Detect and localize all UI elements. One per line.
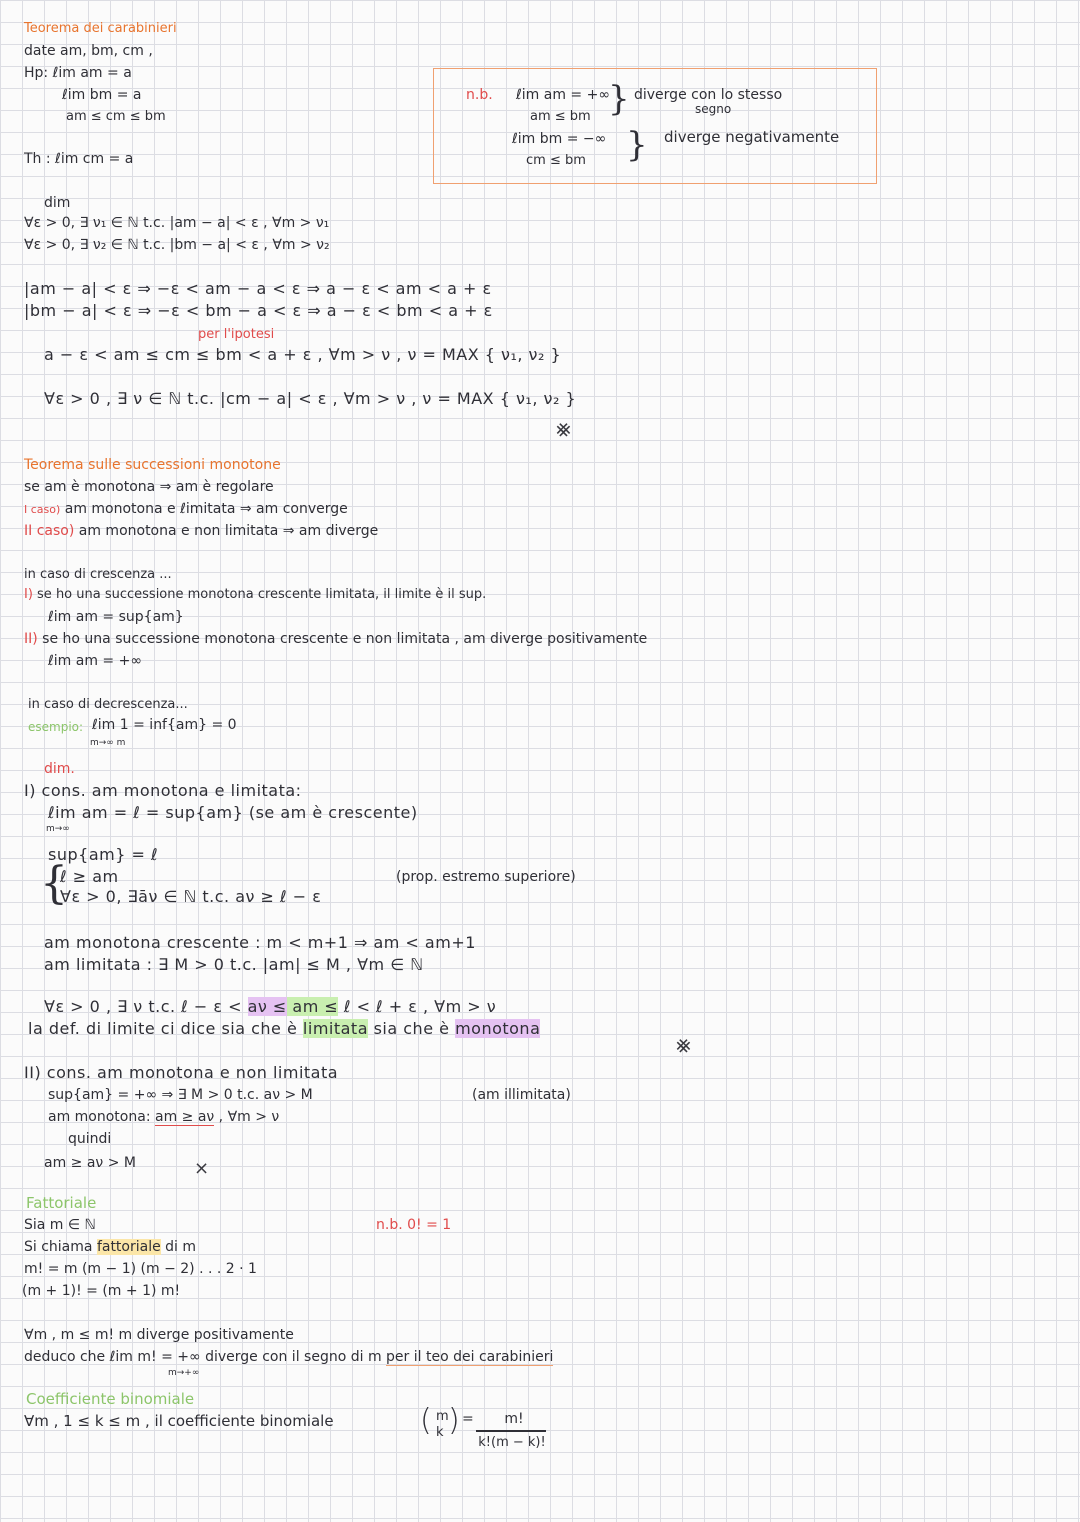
- proof-i-line-2: ℓim am = ℓ = sup{am} (se am è crescente): [48, 803, 418, 822]
- proof-i-line-8: [44, 998, 496, 1016]
- proof-i-line-1: I) cons. am monotona e limitata:: [24, 781, 302, 800]
- note-line-1: ℓim am = +∞: [516, 87, 611, 103]
- proof-ii-line-3: [48, 1108, 279, 1126]
- crescenza-ii-tag: II): [24, 631, 38, 647]
- fattoriale-subscript: m→+∞: [168, 1368, 200, 1378]
- proof-ii-line-5: am ≥ aν > M: [44, 1155, 136, 1171]
- monotone-case-2: [24, 522, 378, 540]
- fattoriale-definition: m! = m (m − 1) (m − 2) . . . 2 · 1: [24, 1261, 257, 1277]
- carabinieri-title: Teorema dei carabinieri: [24, 21, 177, 36]
- proof-i-sup: sup{am} = ℓ: [48, 845, 159, 864]
- crescenza-ii-text: se ho una successione monotona crescente e non limitata , am diverge positivamente: [37, 631, 648, 647]
- crescenza-heading: in caso di crescenza ...: [24, 567, 172, 582]
- p9-part-a: la def. di limite ci dice sia che è: [28, 1019, 303, 1038]
- binomial-fraction-line: [476, 1430, 546, 1432]
- q3-underlined: am ≥ aν: [154, 1109, 215, 1125]
- proof-i-line-7: am limitata : ∃ M > 0 t.c. |am| ≤ M , ∀m ∈ ℕ: [44, 955, 424, 974]
- p8-part-d: ℓ < ℓ + ε , ∀m > ν: [338, 997, 497, 1016]
- proof-line-6: ∀ε > 0 , ∃ ν ∈ ℕ t.c. |cm − a| < ε , ∀m > ν , ν = MAX { ν₁, ν₂ }: [44, 389, 577, 408]
- binomiale-line: ∀m , 1 ≤ k ≤ m , il coefficiente binomiale: [24, 1412, 334, 1430]
- fattoriale-recursion: (m + 1)! = (m + 1) m!: [22, 1283, 181, 1299]
- thesis-line: Th : ℓim cm = a: [24, 151, 134, 167]
- binomial-top: m: [436, 1409, 449, 1424]
- monotone-title: Teorema sulle successioni monotone: [24, 457, 281, 473]
- hp-line-2: ℓim bm = a: [62, 87, 142, 103]
- monotone-statement: se am è monotona ⇒ am è regolare: [24, 479, 274, 495]
- proof-ii-line-2: sup{am} = +∞ ⇒ ∃ M > 0 t.c. aν > M: [48, 1087, 313, 1103]
- crescenza-i-tag: I): [24, 587, 33, 602]
- proof-i-brace: {: [40, 858, 68, 909]
- case-1-text: am monotona e ℓimitata ⇒ am converge: [60, 501, 348, 517]
- fattoriale-line-6: [24, 1348, 553, 1366]
- binomial-denominator: k!(m − k)!: [478, 1435, 546, 1450]
- proof-i-cond-1: ℓ ≥ am: [60, 867, 119, 886]
- case-2-text: am monotona e non limitata ⇒ am diverge: [74, 523, 379, 539]
- example-subscript: m→∞ m: [90, 738, 126, 748]
- fattoriale-line-1: Sia m ∈ ℕ: [24, 1217, 96, 1233]
- note-desc-1b: segno: [695, 102, 732, 116]
- f2-part-c: di m: [160, 1239, 197, 1255]
- proof-line-1: ∀ε > 0, ∃ ν₁ ∈ ℕ t.c. |am − a| < ε , ∀m > ν₁: [24, 215, 330, 231]
- carabinieri-dim: dim: [44, 195, 71, 211]
- proof-i-subscript: m→∞: [46, 824, 70, 834]
- crescenza-ii-formula: ℓim am = +∞: [48, 653, 143, 669]
- crescenza-i: [24, 586, 486, 604]
- binomial-equals: =: [462, 1411, 474, 1427]
- monotone-case-1: [24, 500, 348, 519]
- example-tag: esempio:: [28, 720, 84, 734]
- fattoriale-nb: n.b. 0! = 1: [376, 1217, 452, 1233]
- proof-i-cond-2: ∀ε > 0, ∃āν ∈ ℕ t.c. aν ≥ ℓ − ε: [60, 887, 322, 906]
- binomial-numerator: m!: [504, 1411, 524, 1427]
- illimitata-note: (am illimitata): [472, 1087, 571, 1103]
- per-ipotesi-note: per l'ipotesi: [198, 327, 275, 342]
- p9-part-c: sia che è: [368, 1019, 456, 1038]
- monotone-dim: dim.: [44, 761, 75, 777]
- fattoriale-line-5: ∀m , m ≤ m! m diverge positivamente: [24, 1327, 294, 1343]
- proof-line-3: |am − a| < ε ⇒ −ε < am − a < ε ⇒ a − ε < am < a + ε: [24, 279, 492, 298]
- p8-part-a: ∀ε > 0 , ∃ ν t.c. ℓ − ε <: [44, 997, 248, 1016]
- crescenza-i-text: se ho una successione monotona crescente limitata, il limite è il sup.: [32, 587, 487, 602]
- prop-estremo-superiore: (prop. estremo superiore): [396, 869, 576, 885]
- example-formula: ℓim 1 = inf{am} = 0: [92, 717, 237, 733]
- p9-monotona: monotona: [455, 1019, 541, 1038]
- fattoriale-title: Fattoriale: [26, 1194, 97, 1212]
- proof-i-line-6: am monotona crescente : m < m+1 ⇒ am < am+1: [44, 933, 476, 952]
- crescenza-ii: [24, 630, 647, 648]
- carabinieri-given: date am, bm, cm ,: [24, 43, 153, 59]
- note-line-4: cm ≤ bm: [526, 153, 586, 168]
- note-line-3: ℓim bm = −∞: [512, 131, 607, 147]
- f2-part-a: Si chiama: [24, 1239, 97, 1255]
- note-brace-2: }: [626, 125, 648, 165]
- decrescenza-heading: in caso di decrescenza...: [28, 697, 188, 712]
- binomiale-title: Coefficiente binomiale: [26, 1390, 195, 1408]
- binomial-paren-right: ): [448, 1403, 460, 1438]
- f6-carabinieri: per il teo dei carabinieri: [386, 1349, 554, 1365]
- p8-highlight-a-nu: aν ≤: [247, 997, 287, 1016]
- p9-limitata: limitata: [302, 1019, 368, 1038]
- binomial-bottom: k: [436, 1425, 444, 1440]
- q3-part-c: , ∀m > ν: [214, 1109, 280, 1125]
- f6-part-a: deduco che ℓim m! = +∞ diverge con il segno di m: [24, 1349, 387, 1365]
- proof-line-4: |bm − a| < ε ⇒ −ε < bm − a < ε ⇒ a − ε < bm < a + ε: [24, 301, 493, 320]
- proof-ii-line-1: II) cons. am monotona e non limitata: [24, 1063, 339, 1082]
- proof-ii-quindi: quindi: [68, 1131, 112, 1147]
- note-nb: n.b.: [466, 87, 493, 103]
- p8-highlight-a-m: am ≤: [286, 997, 339, 1016]
- fattoriale-line-2: [24, 1238, 196, 1256]
- note-desc-2: diverge negativamente: [664, 128, 840, 146]
- proof-i-line-9: [28, 1020, 540, 1038]
- proof-line-5: a − ε < am ≤ cm ≤ bm < a + ε , ∀m > ν , ν = MAX { ν₁, ν₂ }: [44, 345, 562, 364]
- binomial-paren-left: (: [420, 1403, 432, 1438]
- case-1-tag: I caso): [24, 503, 61, 516]
- proof-line-2: ∀ε > 0, ∃ ν₂ ∈ ℕ t.c. |bm − a| < ε , ∀m > ν₂: [24, 237, 330, 253]
- note-brace-1: }: [608, 79, 630, 119]
- note-desc-1: diverge con lo stesso: [634, 87, 783, 103]
- qed-mark-1: ⨳: [556, 414, 571, 442]
- hp-line-1: Hp: ℓim am = a: [24, 65, 132, 81]
- case-2-tag: II caso): [24, 523, 75, 539]
- hp-line-3: am ≤ cm ≤ bm: [66, 109, 166, 124]
- f2-fattoriale: fattoriale: [96, 1239, 161, 1255]
- qed-mark-2: ⨳: [676, 1030, 691, 1058]
- note-line-2: am ≤ bm: [530, 109, 591, 124]
- q3-part-a: am monotona:: [48, 1109, 155, 1125]
- qed-mark-3: ⨯: [194, 1158, 210, 1179]
- crescenza-i-formula: ℓim am = sup{am}: [48, 609, 184, 625]
